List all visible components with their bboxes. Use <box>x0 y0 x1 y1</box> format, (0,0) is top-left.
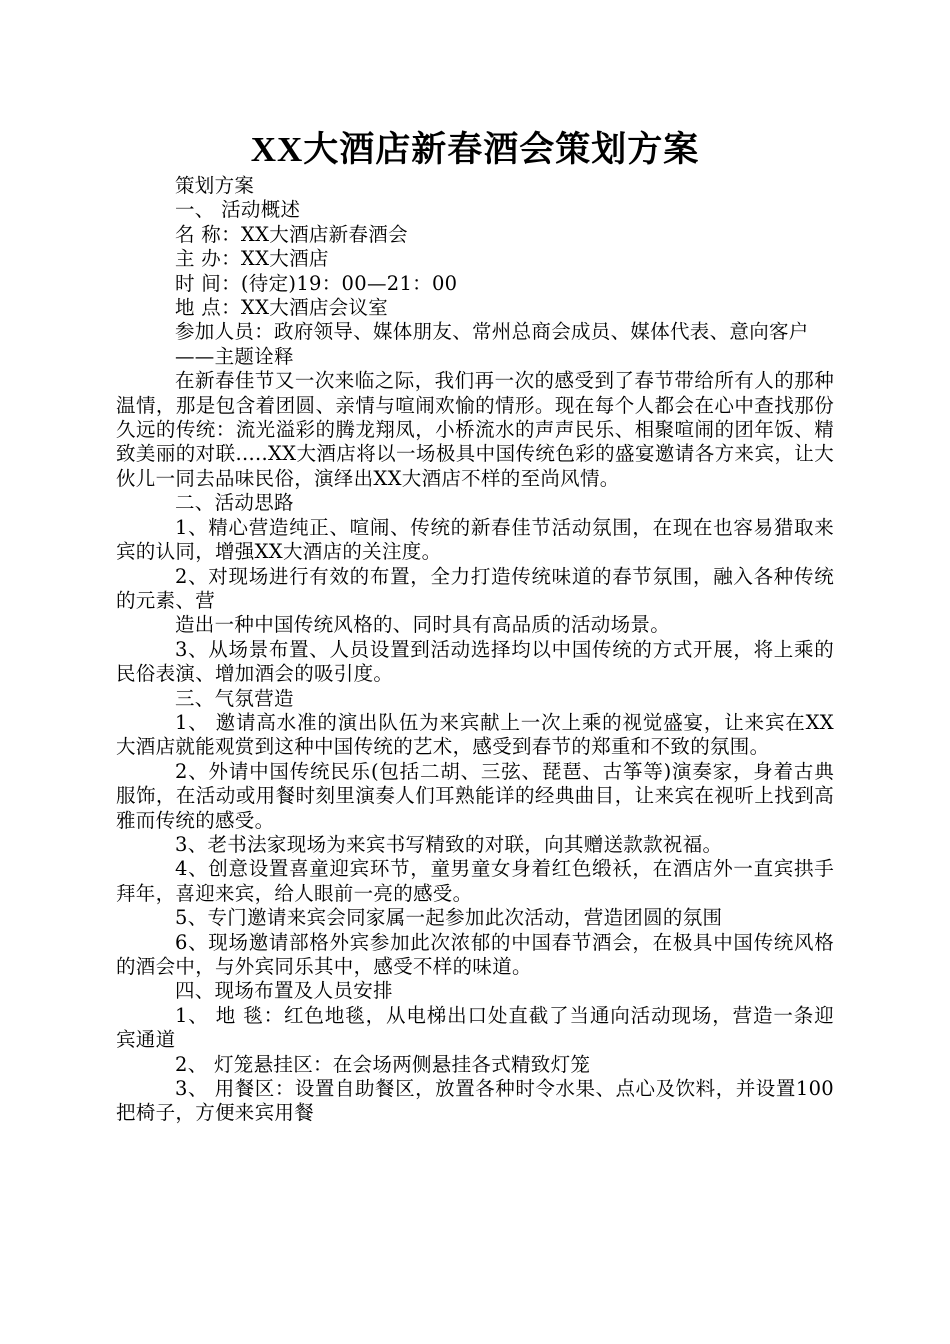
section-heading: ——主题诠释 <box>175 344 294 368</box>
paragraph: 2、 灯笼悬挂区：在会场两侧悬挂各式精致灯笼 <box>175 1052 591 1076</box>
paragraph: 参加人员：政府领导、媒体朋友、常州总商会成员、媒体代表、意向客户 <box>175 320 809 344</box>
paragraph: 造出一种中国传统风格的、同时具有高品质的活动场景。 <box>175 613 671 637</box>
paragraph: 5、专门邀请来宾会同家属一起参加此次活动，营造团圆的氛围 <box>175 906 723 930</box>
section-heading: 三、气氛营造 <box>175 686 294 710</box>
paragraph: 3、老书法家现场为来宾书写精致的对联，向其赠送款款祝福。 <box>175 832 723 856</box>
paragraph: 时 间：(待定)19：00—21：00 <box>175 271 458 295</box>
paragraph: 1、 地 毯：红色地毯，从电梯出口处直截了当通向活动现场，营造一条迎宾通道 <box>116 1003 834 1052</box>
paragraph: 1、精心营造纯正、喧闹、传统的新春佳节活动氛围，在现在也容易猎取来宾的认同，增强XX大酒店的关注度。 <box>116 515 834 564</box>
document-body <box>116 174 834 1126</box>
paragraph: 3、从场景布置、人员设置到活动选择均以中国传统的方式开展，将上乘的民俗表演、增加酒会的吸引度。 <box>116 637 834 686</box>
section-heading: 二、活动思路 <box>175 491 294 515</box>
section-heading: 四、现场布置及人员安排 <box>175 979 393 1003</box>
paragraph: 策划方案 <box>175 174 255 197</box>
paragraph: 3、 用餐区：设置自助餐区，放置各种时令水果、点心及饮料，并设置100把椅子，方便来宾用餐 <box>116 1077 834 1125</box>
paragraph: 名 称：XX大酒店新春酒会 <box>175 222 408 246</box>
paragraph: 1、 邀请高水准的演出队伍为来宾献上一次上乘的视觉盛宴，让来宾在XX大酒店就能观赏到这种中国传统的艺术，感受到春节的郑重和不致的氛围。 <box>116 710 834 759</box>
section-heading: 一、 活动概述 <box>175 198 301 222</box>
paragraph: 2、外请中国传统民乐(包括二胡、三弦、琵琶、古筝等)演奏家，身着古典服饰，在活动或用餐时刻里演奏人们耳熟能详的经典曲目，让来宾在视听上找到高雅而传统的感受。 <box>116 759 834 832</box>
paragraph: 6、现场邀请部格外宾参加此次浓郁的中国春节酒会，在极具中国传统风格的酒会中，与外宾同乐其中，感受不样的味道。 <box>116 930 834 978</box>
paragraph: 地 点：XX大酒店会议室 <box>175 296 389 320</box>
paragraph: 主 办：XX大酒店 <box>175 247 329 271</box>
paragraph: 在新春佳节又一次来临之际，我们再一次的感受到了春节带给所有人的那种温情，那是包含着团圆、亲情与喧闹欢愉的情形。现在每个人都会在心中查找那份久远的传统：流光溢彩的腾龙翔凤，小桥流水的声声民乐、相聚喧闹的团年饭、精致美丽的对联.....XX大酒店将以一场极具中国传统色彩的盛宴邀请各方来宾，让大伙儿一同去品味民俗，演绎出XX大酒店不样的至尚风情。 <box>116 369 834 490</box>
paragraph: 2、对现场进行有效的布置，全力打造传统味道的春节氛围，融入各种传统的元素、营 <box>116 564 834 612</box>
document-title: XX大酒店新春酒会策划方案 <box>250 130 700 169</box>
paragraph: 4、创意设置喜童迎宾环节，童男童女身着红色缎袄，在酒店外一直宾拱手拜年，喜迎来宾，给人眼前一亮的感受。 <box>116 857 834 905</box>
